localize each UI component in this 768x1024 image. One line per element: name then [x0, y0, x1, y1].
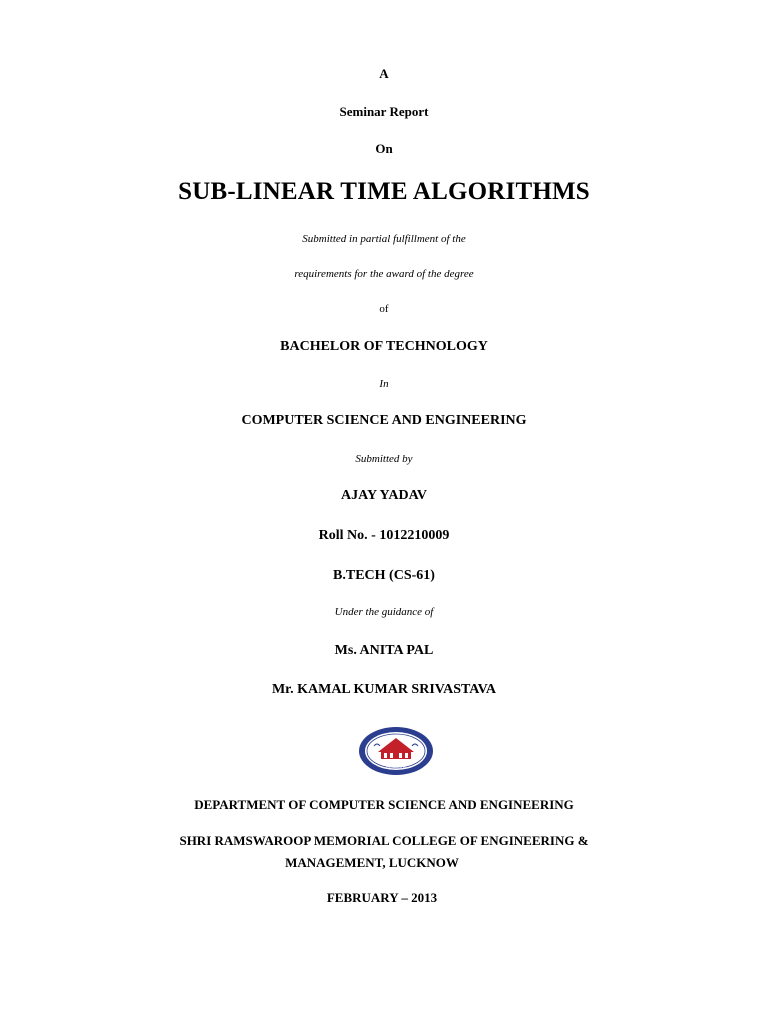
of-label: of [379, 303, 389, 315]
college-seal-icon [358, 726, 434, 776]
requirements: requirements for the award of the degree [294, 268, 474, 280]
branch: COMPUTER SCIENCE AND ENGINEERING [241, 413, 527, 428]
student-name: AJAY YADAV [341, 488, 427, 503]
college-line-2: MANAGEMENT, LUCKNOW [285, 855, 459, 870]
line-a: A [379, 66, 389, 81]
seal-label: LUCKNOW [385, 764, 407, 769]
guidance-label: Under the guidance of [334, 606, 434, 618]
guide-2: Mr. KAMAL KUMAR SRIVASTAVA [271, 682, 497, 697]
submitted-by: Submitted by [355, 453, 413, 465]
department: DEPARTMENT OF COMPUTER SCIENCE AND ENGINEERING [194, 797, 574, 812]
in-label: In [379, 378, 389, 390]
roll-number: Roll No. - 1012210009 [318, 528, 450, 543]
date: FEBRUARY – 2013 [326, 890, 438, 905]
class-section: B.TECH (CS-61) [333, 568, 435, 583]
report-type: Seminar Report [339, 104, 429, 119]
on-label: On [375, 141, 393, 156]
submitted-partial: Submitted in partial fulfillment of the [302, 233, 466, 245]
college-line-1: SHRI RAMSWAROOP MEMORIAL COLLEGE OF ENGINEERING & [179, 833, 589, 848]
degree: BACHELOR OF TECHNOLOGY [280, 339, 488, 354]
report-title: SUB-LINEAR TIME ALGORITHMS [178, 178, 590, 205]
guide-1: Ms. ANITA PAL [334, 643, 434, 658]
